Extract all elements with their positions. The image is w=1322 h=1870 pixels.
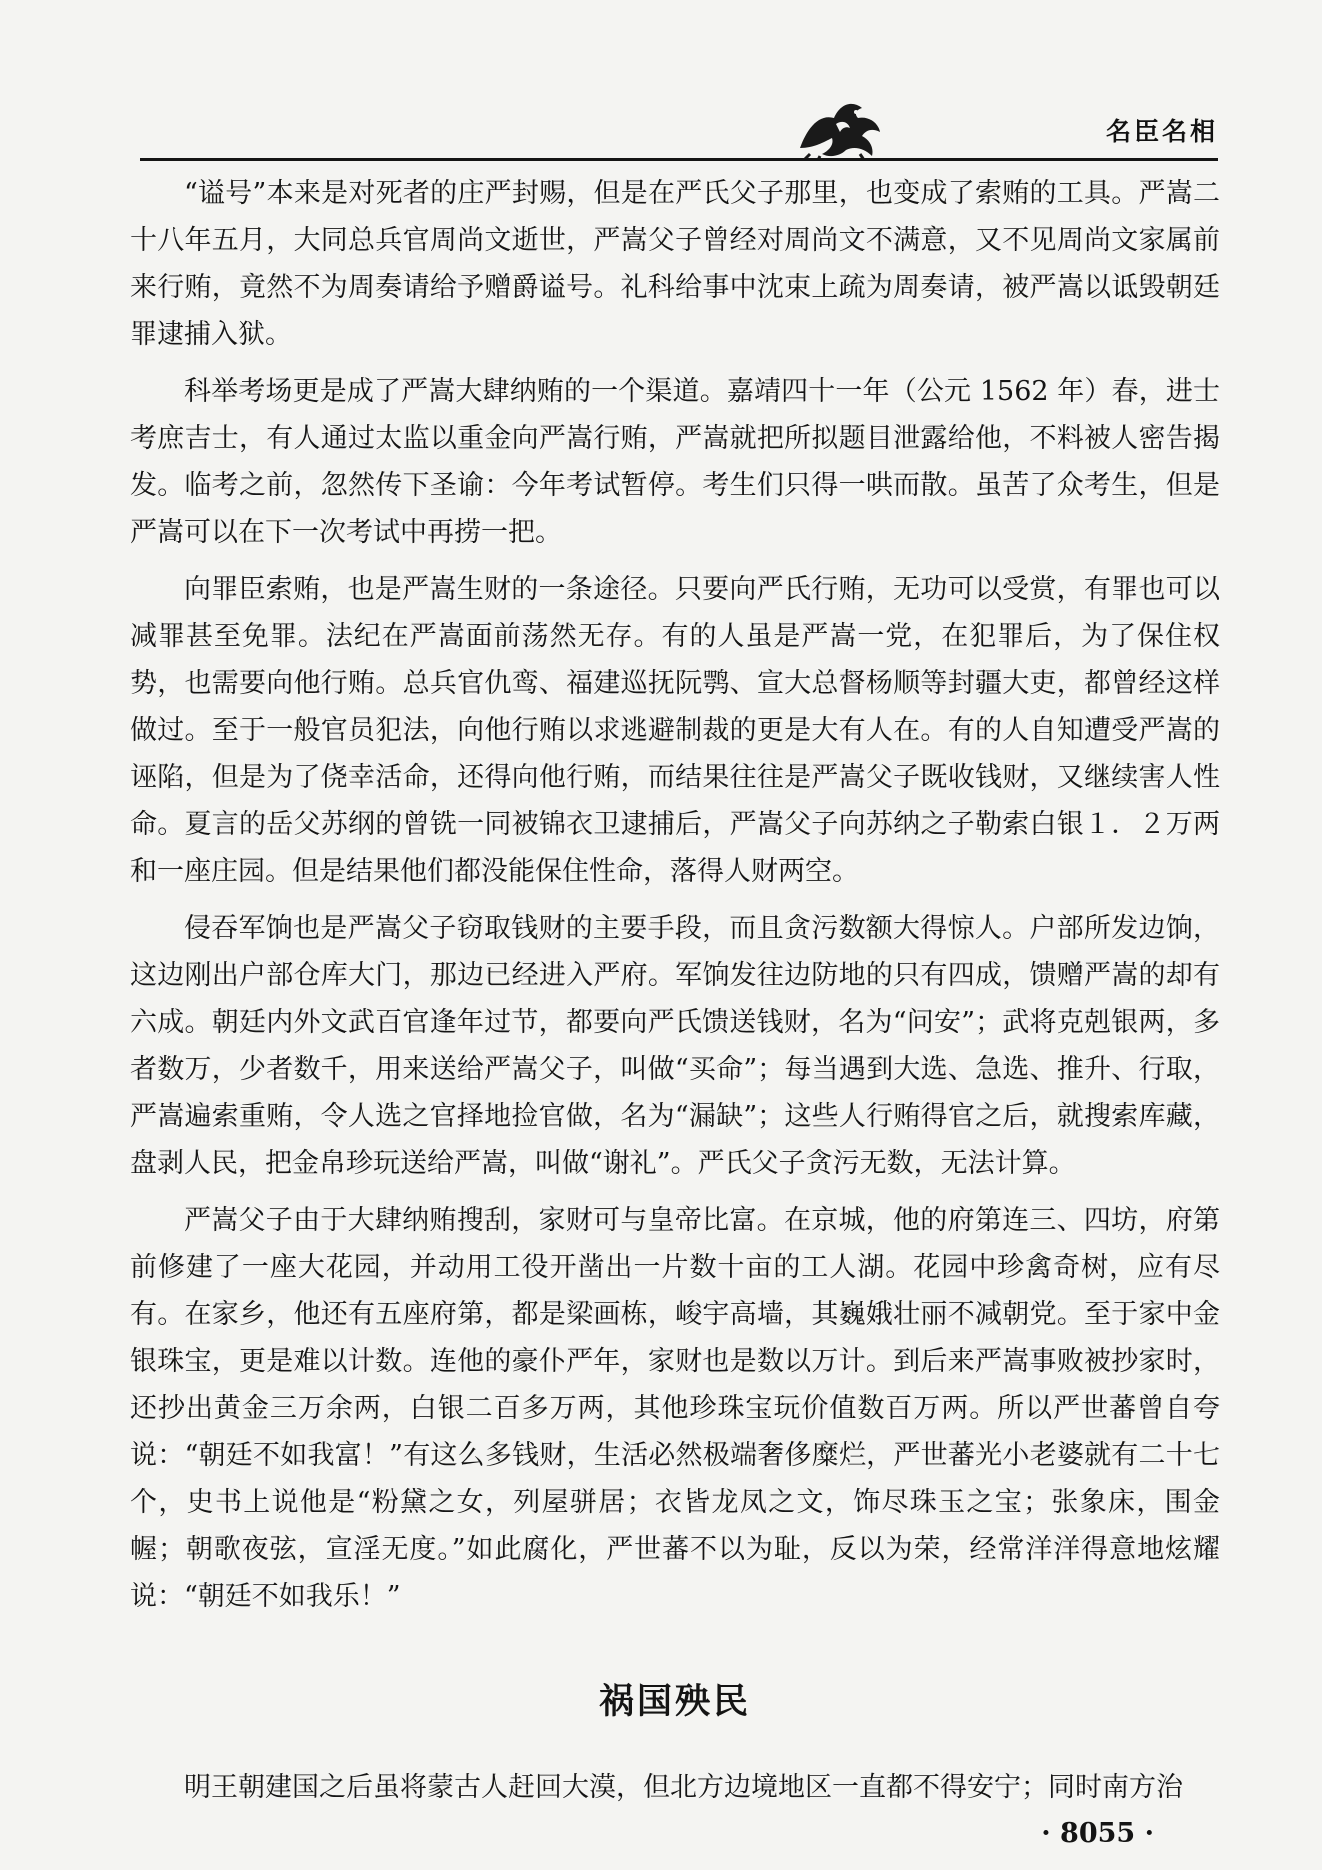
paragraph: 侵吞军饷也是严嵩父子窃取钱财的主要手段，而且贪污数额大得惊人。户部所发边饷，这边刚出户部仓库大门，那边已经进入严府。军饷发往边防地的只有四成，馈赠严嵩的却有六成。朝廷内外文武百官逢年过节，都要向严氏馈送钱财，名为“问安”；武将克剋银两，多者数万，少者数千，用来送给严嵩父子，叫做“买命”；每当遇到大选、急选、推升、行取，严嵩遍索重贿，令人选之官择地捡官做，名为“漏缺”；这些人行贿得官之后，就搜索库藏，盘剥人民，把金帛珍玩送给严嵩，叫做“谢礼”。严氏父子贪污无数，无法计算。 [130,913,1220,1179]
paragraph: 向罪臣索贿，也是严嵩生财的一条途径。只要向严氏行贿，无功可以受赏，有罪也可以减罪甚至免罪。法纪在严嵩面前荡然无存。有的人虽是严嵩一党，在犯罪后，为了保住权势，也需要向他行贿。总兵官仇鸾、福建巡抚阮鹗、宣大总督杨顺等封疆大吏，都曾经这样做过。至于一般官员犯法，向他行贿以求逃避制裁的更是大有人在。有的人自知遭受严嵩的诬陷，但是为了侥幸活命，还得向他行贿，而结果往往是严嵩父子既收钱财，又继续害人性命。夏言的岳父苏纲的曾铣一同被锦衣卫逮捕后，严嵩父子向苏纳之子勒索白银１．２万两和一座庄园。但是结果他们都没能保住性命，落得人财两空。 [130,574,1220,887]
header-title: 名臣名相 [1105,117,1218,146]
header-rule [140,158,1218,161]
section-title: 祸国殃民 [598,1682,751,1722]
final-paragraph: 明王朝建国之后虽将蒙古人赶回大漠，但北方边境地区一直都不得安宁；同时南方治 [184,1772,1183,1803]
page-body [130,170,1220,1821]
page-header [0,0,1322,160]
page-number: · 8055 · [1041,1818,1154,1849]
paragraph: 科举考场更是成了严嵩大肆纳贿的一个渠道。嘉靖四十一年（公元 1562 年）春，进士考庶吉士，有人通过太监以重金向严嵩行贿，严嵩就把所拟题目泄露给他，不料被人密告揭发。临考之前，忽然传下圣谕：今年考试暂停。考生们只得一哄而散。虽苦了众考生，但是严嵩可以在下一次考试中再捞一把。 [130,376,1220,548]
paragraph: 严嵩父子由于大肆纳贿搜刮，家财可与皇帝比富。在京城，他的府第连三、四坊，府第前修建了一座大花园，并动用工役开凿出一片数十亩的工人湖。花园中珍禽奇树，应有尽有。在家乡，他还有五座府第，都是梁画栋，峻宇高墙，其巍娥壮丽不减朝党。至于家中金银珠宝，更是难以计数。连他的豪仆严年，家财也是数以万计。到后来严嵩事败被抄家时，还抄出黄金三万余两，白银二百多万两，其他珍珠宝玩价值数百万两。所以严世蕃曾自夸说：“朝廷不如我富！”有这么多钱财，生活必然极端奢侈糜烂，严世蕃光小老婆就有二十七个，史书上说他是“粉黛之女，列屋骈居；衣皆龙凤之文，饰尽珠玉之宝；张象床，围金幄；朝歌夜弦，宣淫无度。”如此腐化，严世蕃不以为耻，反以为荣，经常洋洋得意地炫耀说：“朝廷不如我乐！” [130,1205,1220,1612]
paragraph: “谥号”本来是对死者的庄严封赐，但是在严氏父子那里，也变成了索贿的工具。严嵩二十八年五月，大同总兵官周尚文逝世，严嵩父子曾经对周尚文不满意，又不见周尚文家属前来行贿，竟然不为周奏请给予赠爵谥号。礼科给事中沈束上疏为周奏请，被严嵩以诋毁朝廷罪逮捕入狱。 [130,178,1220,350]
dragon-emblem-icon [790,96,890,160]
